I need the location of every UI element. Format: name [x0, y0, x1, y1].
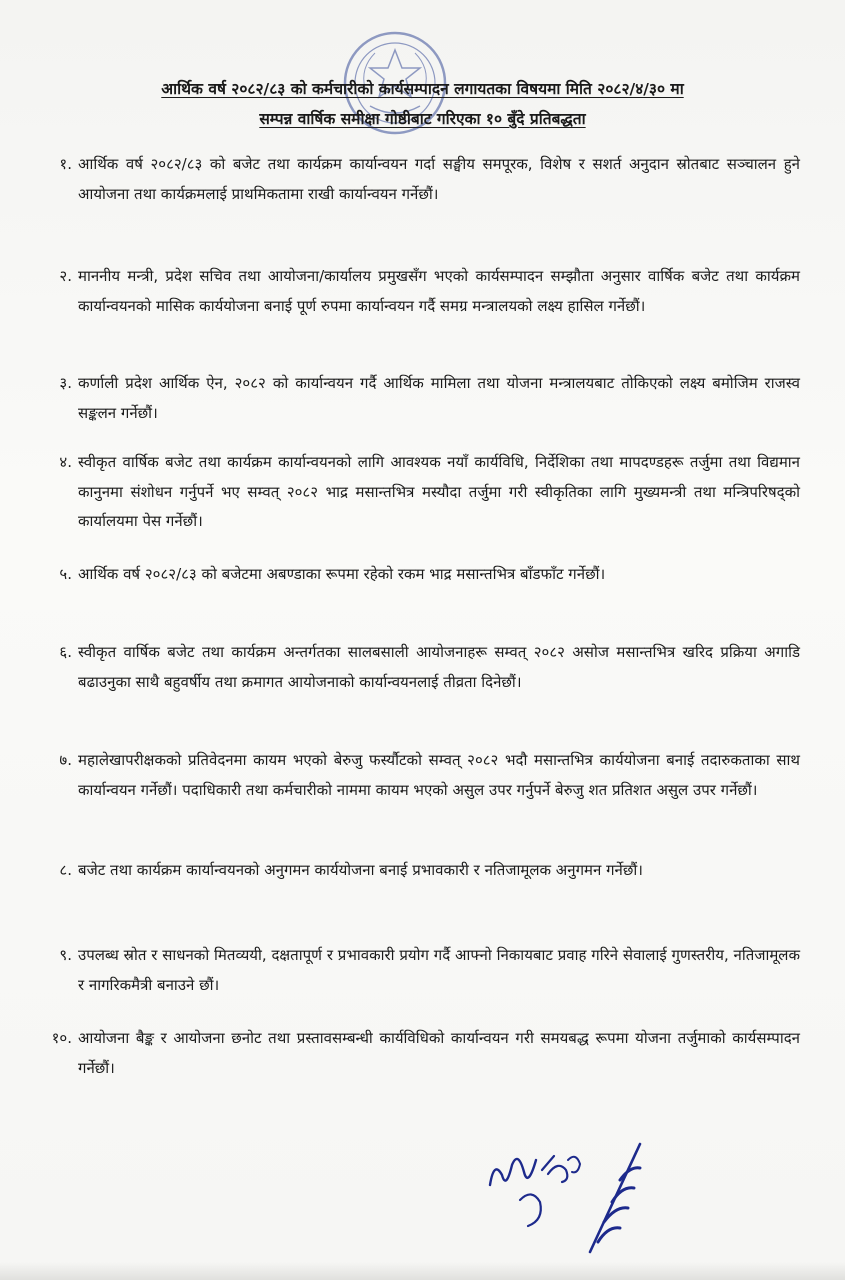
item-text: कर्णाली प्रदेश आर्थिक ऐन, २०८२ को कार्यान्वयन गर्दै आर्थिक मामिला तथा योजना मन्त्रालयबाट तोकिएको लक्ष्य बमोजिम राजस्व सङ्कलन गर्नेछौं।: [78, 374, 800, 422]
list-item: [30, 448, 800, 537]
item-number: ८.: [59, 861, 72, 879]
page-bottom-edge: [0, 1262, 845, 1280]
item-number: १.: [59, 155, 72, 173]
list-item: [30, 560, 800, 590]
item-number: ५.: [59, 565, 72, 583]
handwritten-signature-icon: [480, 1130, 650, 1260]
list-item: [30, 150, 800, 209]
list-item: [30, 369, 800, 428]
item-number: ७.: [59, 751, 72, 769]
item-number: १०.: [51, 1029, 72, 1047]
item-text: स्वीकृत वार्षिक बजेट तथा कार्यक्रम अन्तर्गतका सालबसाली आयोजनाहरू सम्वत् २०८२ असोज मसान्तभित्र खरिद प्रक्रिया अगाडि बढाउनुका साथै बहुवर्षीय तथा क्रमागत आयोजनाको कार्यान्वयनलाई तीव्रता दिनेछौं।: [78, 643, 800, 691]
list-item: [30, 746, 800, 805]
item-text: उपलब्ध स्रोत र साधनको मितव्ययी, दक्षतापूर्ण र प्रभावकारी प्रयोग गर्दै आफ्नो निकायबाट प्रवाह गरिने सेवालाई गुणस्तरीय, नतिजामूलक र नागरिकमैत्री बनाउने छौं।: [78, 946, 800, 994]
list-item: [30, 1024, 800, 1083]
item-number: ९.: [59, 946, 72, 964]
item-text: बजेट तथा कार्यक्रम कार्यान्वयनको अनुगमन कार्ययोजना बनाई प्रभावकारी र नतिजामूलक अनुगमन गर्नेछौं।: [78, 861, 643, 879]
item-number: ४.: [59, 453, 72, 471]
item-text: महालेखापरीक्षकको प्रतिवेदनमा कायम भएको बेरुजु फर्स्यौटको सम्वत् २०८२ भदौ मसान्तभित्र कार्ययोजना बनाई तदारुकताका साथ कार्यान्वयन गर्नेछौं। पदाधिकारी तथा कर्मचारीको नाममा कायम भएको असुल उपर गर्नुपर्ने बेरुजु शत प्रतिशत असुल उपर गर्नेछौं।: [78, 751, 800, 799]
document-title: [40, 74, 805, 134]
item-text: आयोजना बैङ्क र आयोजना छनोट तथा प्रस्तावसम्बन्धी कार्यविधिको कार्यान्वयन गरी समयबद्ध रूपमा योजना तर्जुमाको कार्यसम्पादन गर्नेछौं।: [78, 1029, 800, 1077]
item-text: माननीय मन्त्री, प्रदेश सचिव तथा आयोजना/कार्यालय प्रमुखसँग भएको कार्यसम्पादन सम्झौता अनुसार वार्षिक बजेट तथा कार्यक्रम कार्यान्वयनको मासिक कार्ययोजना बनाई पूर्ण रुपमा कार्यान्वयन गर्दै समग्र मन्त्रालयको लक्ष्य हासिल गर्नेछौं।: [78, 267, 800, 315]
item-number: २.: [59, 267, 72, 285]
title-line-1: आर्थिक वर्ष २०८२/८३ को कर्मचारीको कार्यसम्पादन लगायतका विषयमा मिति २०८२/४/३० मा: [161, 80, 684, 98]
list-item: [30, 941, 800, 1000]
list-item: [30, 262, 800, 321]
item-text: आर्थिक वर्ष २०८२/८३ को बजेट तथा कार्यक्रम कार्यान्वयन गर्दा सङ्घीय समपूरक, विशेष र सशर्त अनुदान स्रोतबाट सञ्चालन हुने आयोजना तथा कार्यक्रमलाई प्राथमिकतामा राखी कार्यान्वयन गर्नेछौं।: [78, 155, 800, 203]
item-text: आर्थिक वर्ष २०८२/८३ को बजेटमा अबण्डाका रूपमा रहेको रकम भाद्र मसान्तभित्र बाँडफाँट गर्नेछौं।: [78, 565, 606, 583]
title-line-2: सम्पन्न वार्षिक समीक्षा गोष्ठीबाट गरिएका १० बुँदे प्रतिबद्धता: [259, 110, 586, 128]
item-text: स्वीकृत वार्षिक बजेट तथा कार्यक्रम कार्यान्वयनको लागि आवश्यक नयाँ कार्यविधि, निर्देशिका तथा मापदण्डहरू तर्जुमा तथा विद्यमान कानुनमा संशोधन गर्नुपर्ने भए सम्वत् २०८२ भाद्र मसान्तभित्र मस्यौदा तर्जुमा गरी स्वीकृतिका लागि मुख्यमन्त्री तथा मन्त्रिपरिषद्को कार्यालयमा पेस गर्नेछौं।: [78, 453, 800, 530]
item-number: ३.: [59, 374, 72, 392]
item-number: ६.: [59, 643, 72, 661]
list-item: [30, 638, 800, 697]
list-item: [30, 856, 800, 886]
